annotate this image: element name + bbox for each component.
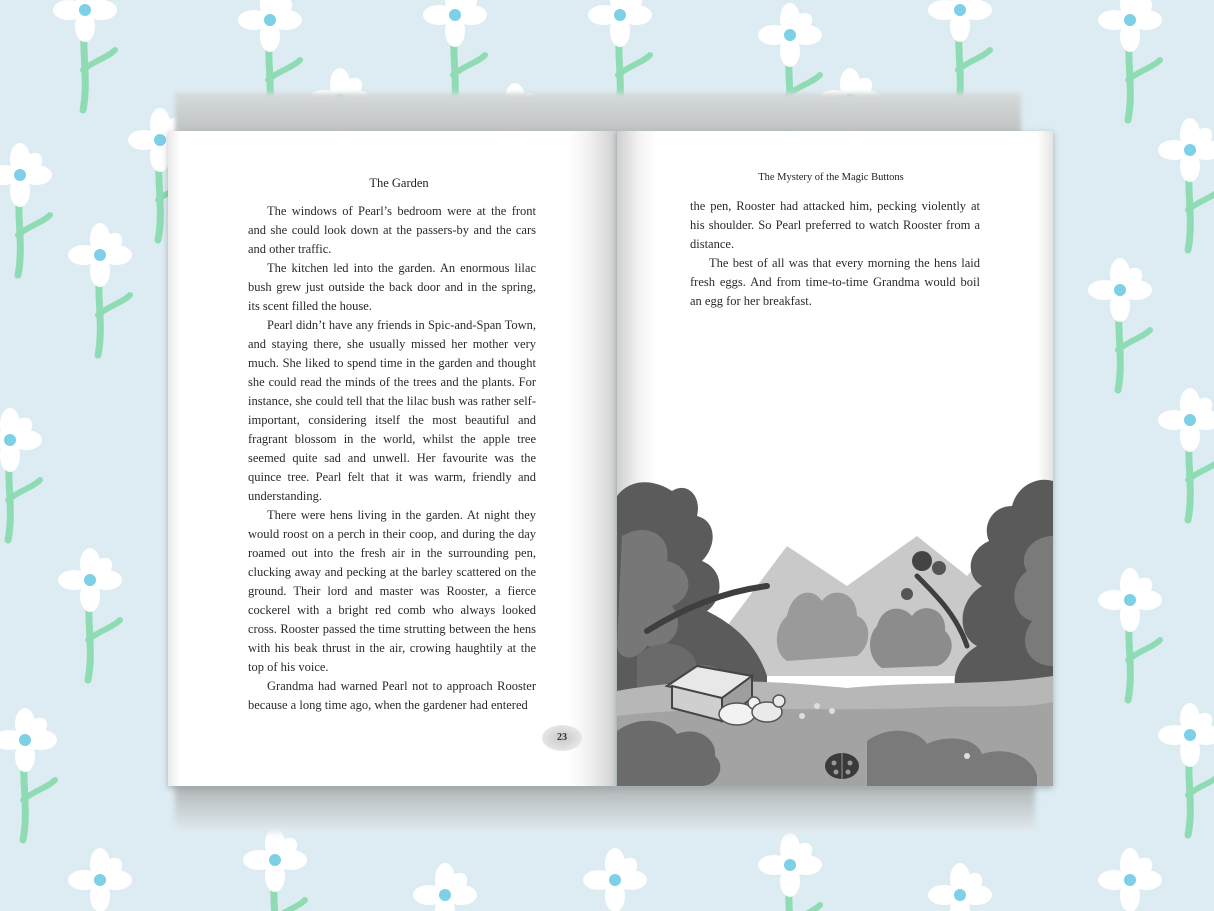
paragraph: There were hens living in the garden. At night they would roost on a perch in their coop, and during the day roamed out into the fresh air in the surrounding pen, clucking away and pecking at the barley scattered on the ground. Their lord and master was Rooster, a fierce cockerel with a bright red comb who always looked cross. Rooster passed the time strutting between the hens with his beak thrust in the air, crowing haughtily at the top of his voice. [248, 508, 536, 674]
paragraph: The best of all was that every morning the hens laid fresh eggs. And from time-to-time Grandma would boil an egg for her breakfast. [690, 256, 980, 308]
page-number: 23 [542, 725, 582, 751]
running-head-left: The Garden [369, 176, 429, 190]
paragraph: The kitchen led into the garden. An enormous lilac bush grew just outside the back door and in the spring, its scent filled the house. [248, 261, 536, 313]
book-reflection [175, 786, 1035, 834]
right-page-text [690, 197, 980, 311]
paragraph: Pearl didn’t have any friends in Spic-and-Span Town, and staying there, she usually missed her mother very much. She liked to spend time in the garden and thought she could read the minds of the trees and the plants. For instance, she could tell that the lilac bush was rather self-important, considering itself the most beautiful and fragrant blossom in the world, whilst the apple tree seemed quite sad and unwell. Her favourite was the quince tree. Pearl felt that it was warm, friendly and understanding. [248, 318, 536, 503]
right-page [617, 131, 1053, 786]
left-page [168, 131, 616, 786]
paragraph: The windows of Pearl’s bedroom were at the front and she could look down at the passers-by and the cars and other traffic. [248, 204, 536, 256]
running-head-right: The Mystery of the Magic Buttons [758, 172, 904, 183]
book-top-shadow [175, 93, 1021, 133]
left-page-text [248, 202, 536, 715]
paragraph: the pen, Rooster had attacked him, pecking violently at his shoulder. So Pearl preferred to watch Rooster from a distance. [690, 199, 980, 251]
garden-illustration [617, 476, 1053, 786]
paragraph: Grandma had warned Pearl not to approach Rooster because a long time ago, when the gardener had entered [248, 679, 536, 712]
